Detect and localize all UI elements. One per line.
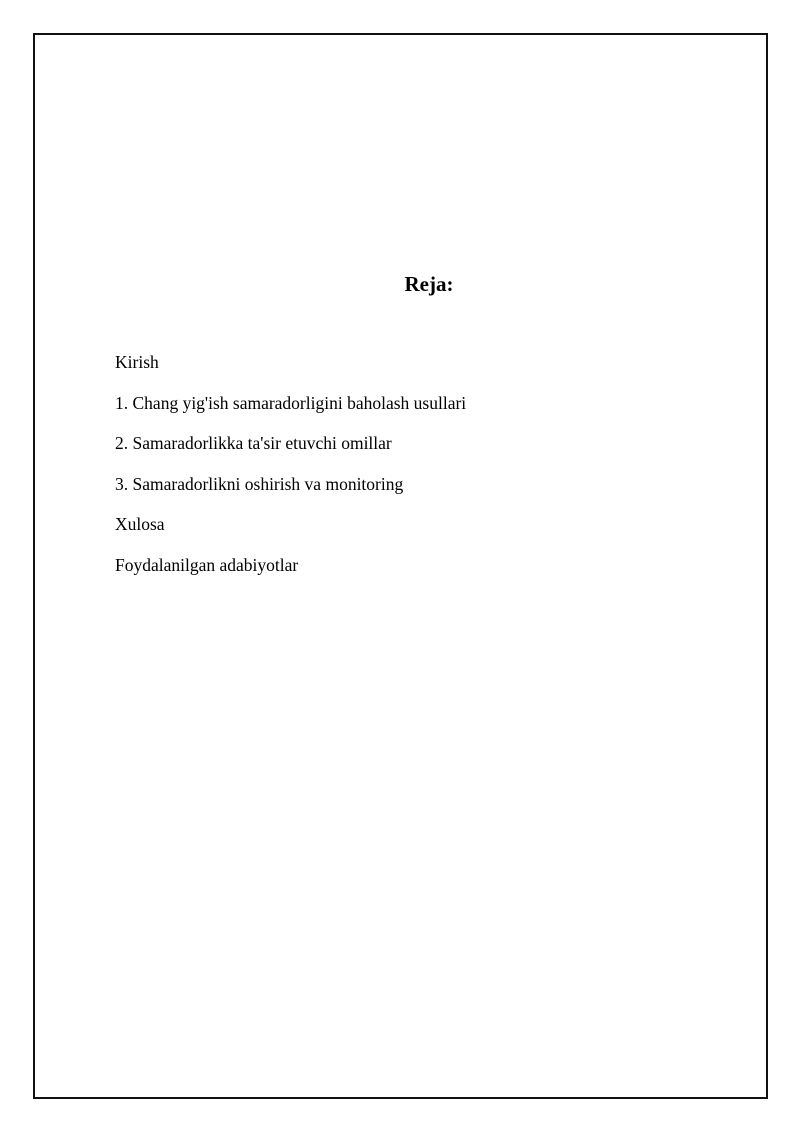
table-of-contents xyxy=(115,350,466,593)
toc-item-introduction: Kirish xyxy=(115,352,159,372)
toc-item-section-1: 1. Chang yig'ish samaradorligini baholash usullari xyxy=(115,392,467,413)
toc-item-conclusion: Xulosa xyxy=(115,514,165,534)
toc-item-section-2: 2. Samaradorlikka ta'sir etuvchi omillar xyxy=(115,433,392,453)
toc-item-references: Foydalanilgan adabiyotlar xyxy=(115,554,299,575)
page-title: Reja: xyxy=(404,272,454,296)
toc-item-section-3: 3. Samaradorlikni oshirish va monitoring xyxy=(115,473,404,494)
